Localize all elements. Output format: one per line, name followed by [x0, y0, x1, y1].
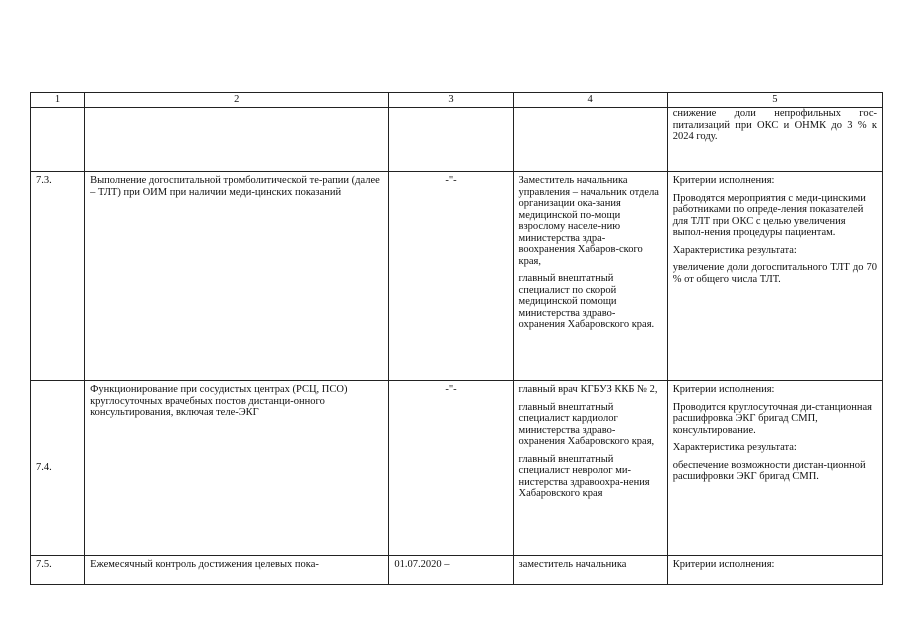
table-row — [31, 381, 883, 556]
activity-text: Функционирование при сосудистых центрах (РСЦ, ПСО) круглосуточных врачебных постов дистанци-онного консультирования, включая теле-ЭКГ — [90, 384, 348, 418]
deadline-text: -"- — [445, 175, 457, 186]
table-row — [31, 556, 883, 585]
activity-cell — [85, 381, 389, 556]
result-text: обеспечение возможности дистан-ционной расшифровки ЭКГ бригад СМП. — [672, 459, 866, 482]
result-cell — [667, 556, 882, 585]
result-label: Характеристика результата: — [672, 244, 797, 256]
activity-text: Ежемесячный контроль достижения целевых пока- — [90, 559, 319, 570]
responsible-cell — [513, 556, 667, 585]
result-text: увеличение доли догоспитального ТЛТ до 70 % от общего числа ТЛТ. — [672, 262, 877, 285]
activity-cell — [85, 556, 389, 585]
responsible-text-2: главный внештатный специалист по скорой медицинской помощи министерства здраво-охранения Хабаровского края. — [518, 273, 655, 330]
header-col-4: 4 — [513, 93, 667, 108]
result-cell — [667, 108, 882, 172]
result-cell — [667, 172, 882, 381]
responsible-text-1: главный врач КГБУЗ ККБ № 2, — [518, 384, 658, 395]
result-cell — [667, 381, 882, 556]
deadline-cell — [389, 108, 513, 172]
row-number-cell — [31, 381, 85, 556]
plan-table — [30, 92, 883, 585]
responsible-cell — [513, 381, 667, 556]
row-number: 7.3. — [36, 175, 52, 186]
criteria-label: Критерии исполнения: — [672, 384, 775, 395]
row-number-cell — [31, 556, 85, 585]
deadline-cell — [389, 381, 513, 556]
criteria-text: Проводятся мероприятия с меди-цинскими работниками по опреде-ления показателей для ТЛТ при ОКС с целью увеличения выпол-нения процедуры пациентам. — [672, 192, 866, 238]
criteria-label: Критерии исполнения: — [672, 175, 775, 186]
criteria-label: Критерии исполнения: — [672, 559, 775, 570]
table-header-row — [31, 93, 883, 108]
table-row — [31, 172, 883, 381]
responsible-text-1: Заместитель начальника управления – начальник отдела организации ока-зания медицинской по-мощи взрослому населе-нию министерства здра-воохранения Хабаров-ского края, — [518, 175, 659, 267]
row-number-cell — [31, 172, 85, 381]
responsible-text-2: главный внештатный специалист кардиолог министерства здраво-охранения Хабаровского края, — [518, 401, 655, 447]
deadline-cell — [389, 556, 513, 585]
deadline-text: 01.07.2020 – — [394, 559, 450, 570]
header-col-2: 2 — [85, 93, 389, 108]
activity-text: Выполнение догоспитальной тромболитической те-рапии (далее – ТЛТ) при ОИМ при наличии меди-цинских показаний — [90, 175, 380, 198]
result-text: снижение доли непрофильных гос-питализаций при ОКС и ОНМК до 3 % к 2024 году. — [672, 108, 877, 142]
activity-cell — [85, 108, 389, 172]
header-col-5: 5 — [667, 93, 882, 108]
activity-cell — [85, 172, 389, 381]
responsible-text-1: заместитель начальника — [518, 559, 627, 570]
deadline-text: -"- — [445, 384, 457, 395]
responsible-cell — [513, 172, 667, 381]
responsible-text-3: главный внештатный специалист невролог ми-нистерства здравоохра-нения Хабаровского края — [518, 453, 650, 499]
table-row — [31, 108, 883, 172]
row-number: 7.4. — [36, 462, 52, 474]
deadline-cell — [389, 172, 513, 381]
responsible-cell — [513, 108, 667, 172]
row-number-cell — [31, 108, 85, 172]
header-col-3: 3 — [389, 93, 513, 108]
result-label: Характеристика результата: — [672, 442, 797, 453]
row-number: 7.5. — [36, 559, 52, 570]
header-col-1: 1 — [31, 93, 85, 108]
criteria-text: Проводится круглосуточная ди-станционная расшифровка ЭКГ бригад СМП, консультирование. — [672, 401, 872, 436]
